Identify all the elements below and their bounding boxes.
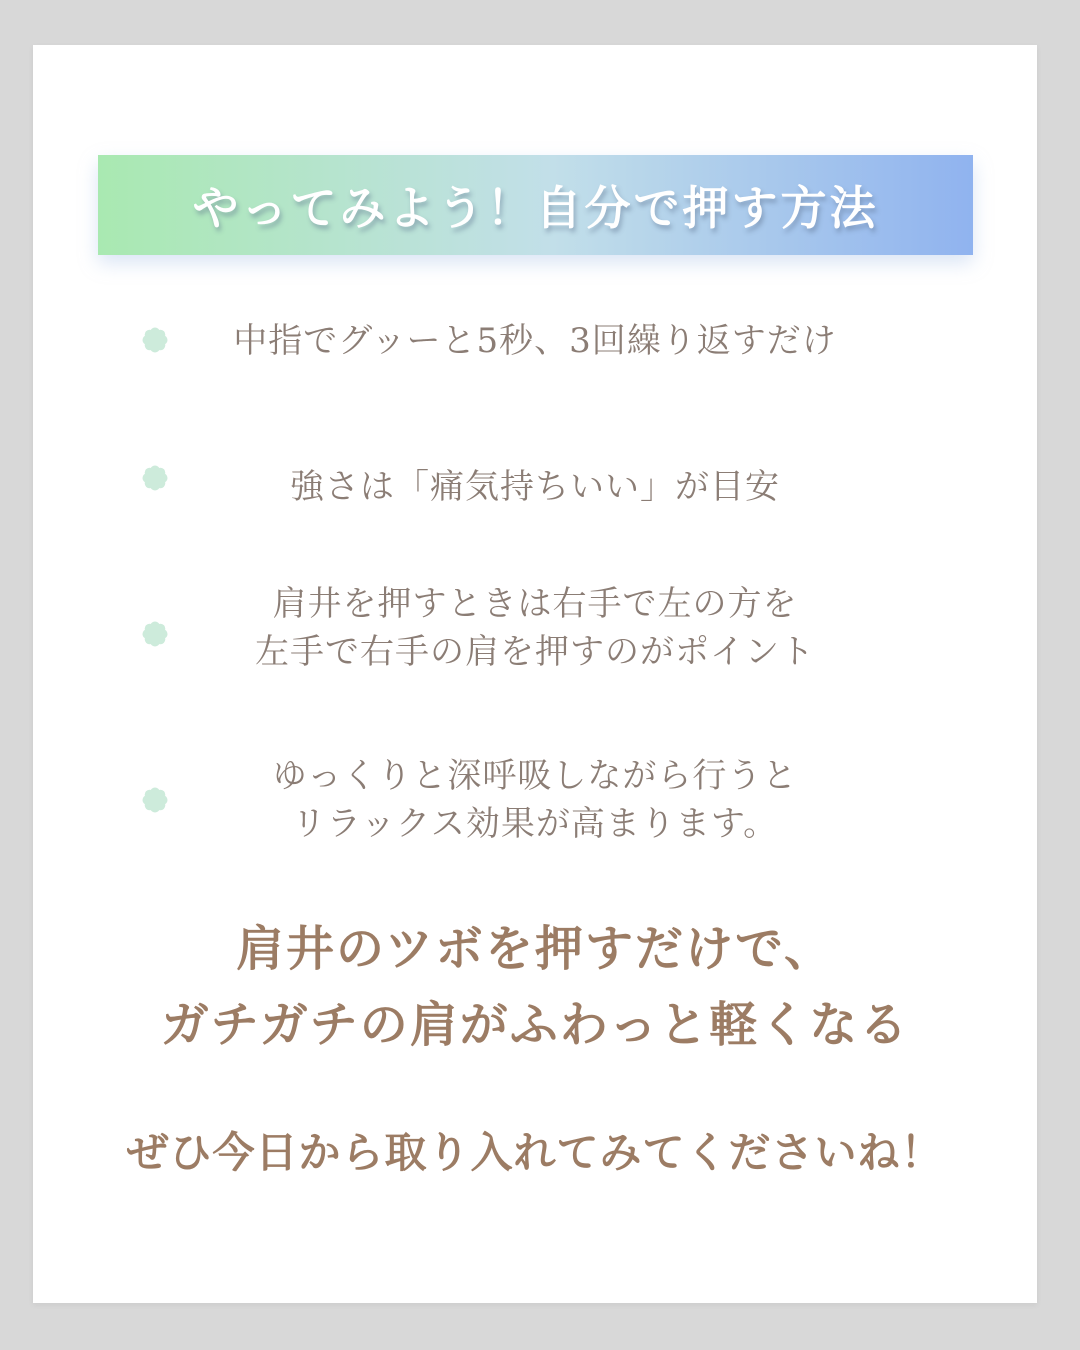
tip-line: リラックス効果が高まります。 (291, 804, 779, 844)
flower-bullet-icon (142, 465, 168, 491)
tip-line: 強さは「痛気持ちいい」が目安 (290, 467, 780, 507)
tip-line: 左手で右手の肩を押すのがポイント (255, 632, 815, 672)
flower-bullet-icon (142, 327, 168, 353)
tip-line: 肩井を押すときは右手で左の方を (272, 584, 798, 624)
conclusion-line: ガチガチの肩がふわっと軽くなる (160, 999, 910, 1052)
tip-text (33, 318, 1037, 364)
banner-title: やってみよう！自分で押す方法 (192, 182, 879, 234)
tip-text (33, 580, 1037, 676)
conclusion-heading (33, 912, 1037, 1064)
tip-item-1 (33, 318, 1037, 364)
cta-line: ぜひ今日から取り入れてみてくださいね！ (126, 1129, 944, 1176)
conclusion-line: 肩井のツボを押すだけで、 (235, 923, 835, 976)
tip-item-2 (33, 464, 1037, 510)
tip-text (33, 752, 1037, 848)
cta-text (33, 1123, 1037, 1183)
flower-bullet-icon (142, 621, 168, 647)
tip-item-3 (33, 580, 1037, 676)
tip-line: 中指でグッーと5秒、3回繰り返すだけ (233, 321, 837, 361)
tip-item-4 (33, 752, 1037, 848)
tip-line: ゆっくりと深呼吸しながら行うと (272, 756, 798, 796)
content-card (33, 45, 1037, 1303)
header-banner (98, 155, 973, 255)
tip-text (33, 464, 1037, 510)
flower-bullet-icon (142, 787, 168, 813)
